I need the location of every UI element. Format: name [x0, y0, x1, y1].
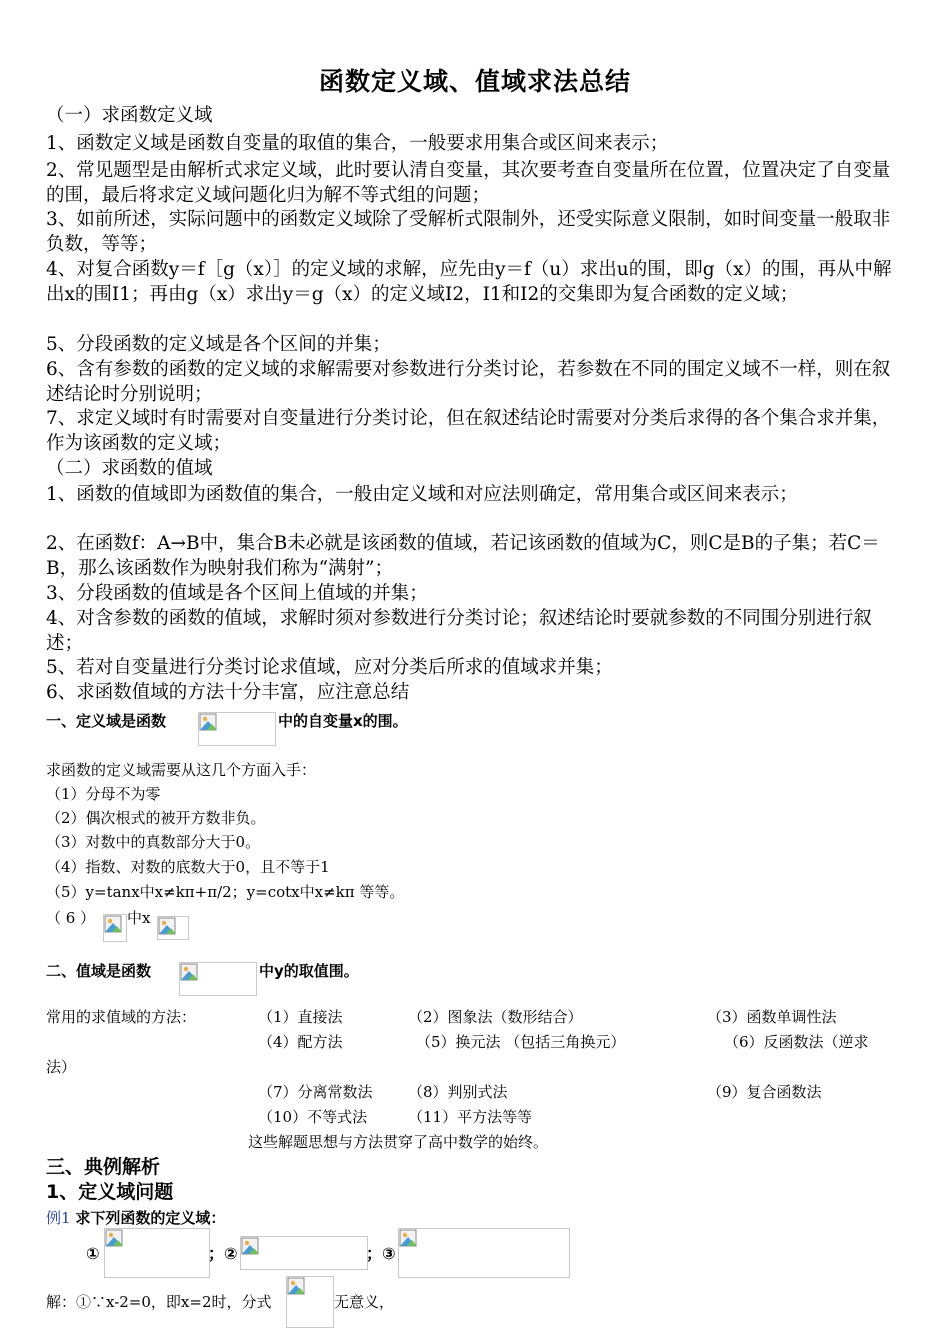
- method-3: （3）函数单调性法: [707, 1008, 837, 1026]
- broken-image-icon: [105, 1229, 123, 1247]
- part1-heading-end: 中的自变量x的围。: [278, 712, 408, 730]
- example-separator-2: ；②: [208, 1244, 238, 1263]
- broken-image-icon: [199, 713, 217, 731]
- formula-image-function: [198, 712, 276, 746]
- section2-item-5: 5、若对自变量进行分类讨论求值域，应对分类后所求的值域求并集；: [46, 657, 613, 678]
- formula-image-range: [179, 962, 257, 996]
- section2-item-3: 3、分段函数的值域是各个区间上值域的并集；: [46, 583, 428, 604]
- methods-label: 常用的求值域的方法：: [46, 1008, 197, 1026]
- part3-heading: 三、典例解析: [46, 1156, 161, 1178]
- methods-summary: 这些解题思想与方法贯穿了高中数学的始终。: [248, 1133, 549, 1151]
- section1-item-1: 1、函数定义域是函数自变量的取值的集合，一般要求用集合或区间来表示；: [46, 133, 669, 154]
- method-5: （5）换元法 （包括三角换元）: [416, 1033, 626, 1051]
- example-separator-3: ；③: [366, 1244, 396, 1263]
- formula-image-example-2: [240, 1236, 368, 1270]
- section1-item-2: 2、常见题型是由解析式求定义域，此时要认清自变量，其次要考查自变量所在位置，位置决定了自变量的围，最后将求定义域问题化归为解不等式组的问题；: [46, 160, 891, 206]
- broken-image-icon: [399, 1229, 417, 1247]
- section2-item-6: 6、求函数值域的方法十分丰富，应注意总结: [46, 682, 410, 703]
- example-label: 例1: [46, 1209, 71, 1227]
- broken-image-icon: [104, 915, 122, 933]
- method-6-wrap: 法）: [46, 1058, 77, 1076]
- example-circle-1: ①: [86, 1244, 100, 1263]
- section1-item-6: 6、含有参数的函数的定义域的求解需要对参数进行分类讨论，若参数在不同的围定义域不一样，则在叙述结论时分别说明；: [46, 359, 891, 405]
- domain-condition-6-mid: 中x: [127, 909, 151, 927]
- method-6: （6）反函数法（逆求: [724, 1033, 869, 1051]
- method-11: （11）平方法等等: [408, 1108, 533, 1126]
- domain-condition-3: （3）对数中的真数部分大于0。: [46, 833, 261, 851]
- domain-condition-6-start: （ 6 ）: [46, 909, 96, 927]
- section1-item-3: 3、如前所述，实际问题中的函数定义域除了受解析式限制外，还受实际意义限制，如时间变量一般取非负数，等等；: [46, 209, 891, 255]
- method-1: （1）直接法: [258, 1008, 343, 1026]
- section2-item-2: 2、在函数f：A→B中，集合B未必就是该函数的值域，若记该函数的值域为C，则C是B的子集；若C＝B，那么该函数作为映射我们称为“满射”；: [46, 533, 880, 579]
- section1-heading: （一）求函数定义域: [46, 105, 213, 126]
- page-title: 函数定义域、值域求法总结: [318, 67, 631, 96]
- part2-heading-end: 中y的取值围。: [259, 962, 359, 980]
- domain-condition-1: （1）分母不为零: [46, 785, 161, 803]
- solution-start: 解：①∵x-2=0，即x=2时，分式: [46, 1293, 272, 1311]
- broken-image-icon: [180, 963, 198, 981]
- broken-image-icon: [287, 1277, 305, 1295]
- example-1-line: [46, 1206, 225, 1230]
- broken-image-icon: [241, 1237, 259, 1255]
- method-2: （2）图象法（数形结合）: [408, 1008, 583, 1026]
- solution-end: 无意义，: [334, 1293, 395, 1311]
- part3-subheading: 1、定义域问题: [46, 1181, 174, 1203]
- section2-item-4: 4、对含参数的函数的值域，求解时须对参数进行分类讨论；叙述结论时要就参数的不同围分别进行叙述；: [46, 608, 872, 654]
- part1-intro: 求函数的定义域需要从这几个方面入手：: [46, 761, 317, 779]
- formula-image-example-1: [104, 1228, 210, 1278]
- method-9: （9）复合函数法: [707, 1083, 822, 1101]
- formula-image-cond6-b: [157, 916, 189, 940]
- broken-image-icon: [158, 917, 176, 935]
- domain-condition-4: （4）指数、对数的底数大于0，且不等于1: [46, 858, 330, 876]
- domain-condition-5: （5）y=tanx中x≠kπ+π/2；y=cotx中x≠kπ 等等。: [46, 883, 405, 901]
- example-text: 求下列函数的定义域：: [75, 1209, 226, 1227]
- method-8: （8）判别式法: [408, 1083, 508, 1101]
- part2-heading-start: 二、值域是函数: [46, 962, 152, 980]
- method-4: （4）配方法: [258, 1033, 343, 1051]
- part1-heading: [46, 710, 166, 732]
- method-7: （7）分离常数法: [258, 1083, 373, 1101]
- section2-item-1: 1、函数的值域即为函数值的集合，一般由定义域和对应法则确定，常用集合或区间来表示；: [46, 484, 798, 505]
- formula-image-cond6-a: [103, 914, 127, 942]
- formula-image-solution: [286, 1276, 334, 1328]
- domain-condition-2: （2）偶次根式的被开方数非负。: [46, 809, 266, 827]
- section1-item-7: 7、求定义域时有时需要对自变量进行分类讨论，但在叙述结论时需要对分类后求得的各个集合求并集，作为该函数的定义域；: [46, 408, 891, 454]
- part1-heading-start: 一、定义域是函数: [46, 712, 167, 730]
- formula-image-example-3: [398, 1228, 570, 1278]
- section1-item-5: 5、分段函数的定义域是各个区间的并集；: [46, 334, 391, 355]
- method-10: （10）不等式法: [258, 1108, 368, 1126]
- section2-heading: （二）求函数的值域: [46, 458, 213, 479]
- section1-item-4: 4、对复合函数y＝f［g（x）］的定义域的求解，应先由y＝f（u）求出u的围，即g（x）的围，再从中解出x的围I1；再由g（x）求出y＝g（x）的定义域I2，I1和I2的交集即为复合函数的定义域；: [46, 259, 892, 305]
